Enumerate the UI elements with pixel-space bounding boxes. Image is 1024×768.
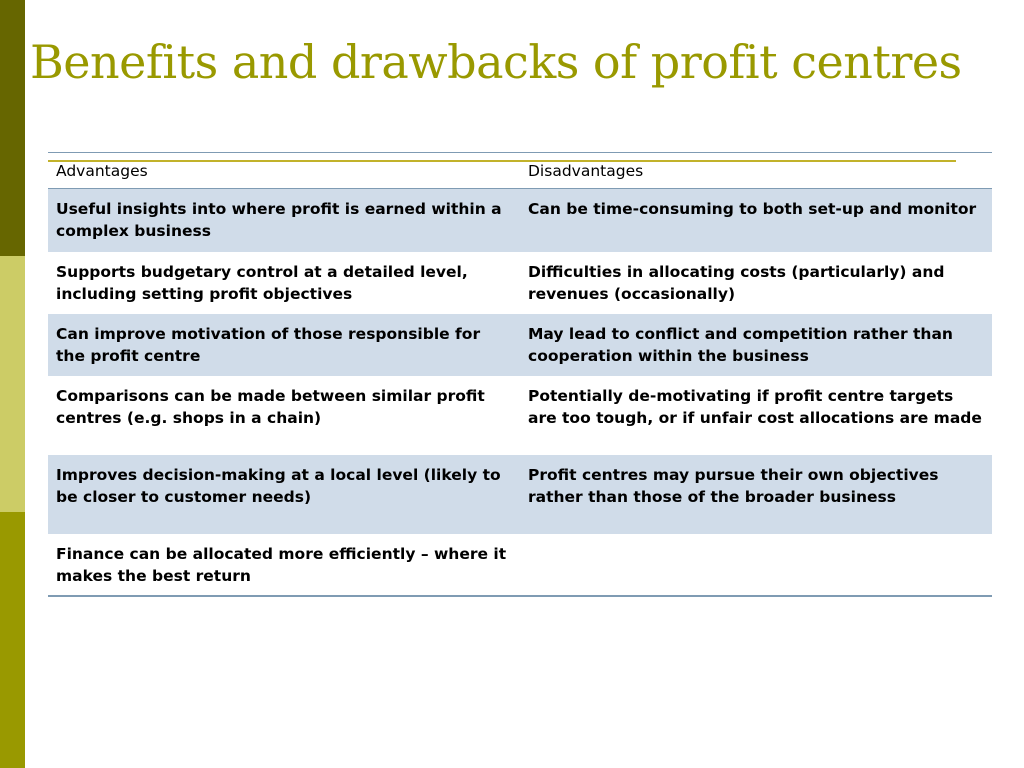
- comparison-table: [48, 152, 992, 597]
- disadvantage-cell: May lead to conflict and competition rather than cooperation within the business: [520, 314, 992, 376]
- advantage-cell: Supports budgetary control at a detailed level, including setting profit objectives: [48, 252, 520, 314]
- side-bar-segment-mid: [0, 512, 25, 768]
- advantage-cell: Can improve motivation of those responsible for the profit centre: [48, 314, 520, 376]
- header-advantages: Advantages: [56, 162, 148, 180]
- header-disadvantages: Disadvantages: [528, 162, 644, 180]
- comparison-table-container: [48, 152, 992, 597]
- decorative-side-bar: [0, 0, 25, 768]
- slide-title: Benefits and drawbacks of profit centres: [30, 35, 962, 89]
- side-bar-segment-light: [0, 256, 25, 512]
- disadvantage-cell: Difficulties in allocating costs (particularly) and revenues (occasionally): [520, 252, 992, 314]
- disadvantage-cell: Profit centres may pursue their own objectives rather than those of the broader business: [520, 455, 992, 534]
- table-row: [48, 252, 992, 314]
- side-bar-segment-dark: [0, 0, 25, 256]
- title-accent-rule: [48, 160, 956, 162]
- advantage-cell: Comparisons can be made between similar profit centres (e.g. shops in a chain): [48, 376, 520, 455]
- advantage-cell: Improves decision-making at a local level (likely to be closer to customer needs): [48, 455, 520, 534]
- disadvantage-cell: [520, 534, 992, 596]
- disadvantage-cell: Potentially de-motivating if profit centre targets are too tough, or if unfair cost allocations are made: [520, 376, 992, 455]
- advantage-cell: Finance can be allocated more efficiently – where it makes the best return: [48, 534, 520, 596]
- table-header-row: [48, 153, 992, 189]
- table-row: [48, 376, 992, 455]
- table-row: [48, 534, 992, 596]
- table-row: [48, 189, 992, 252]
- advantage-cell: Useful insights into where profit is earned within a complex business: [48, 189, 520, 252]
- table-row: [48, 455, 992, 534]
- table-row: [48, 314, 992, 376]
- disadvantage-cell: Can be time-consuming to both set-up and monitor: [520, 189, 992, 252]
